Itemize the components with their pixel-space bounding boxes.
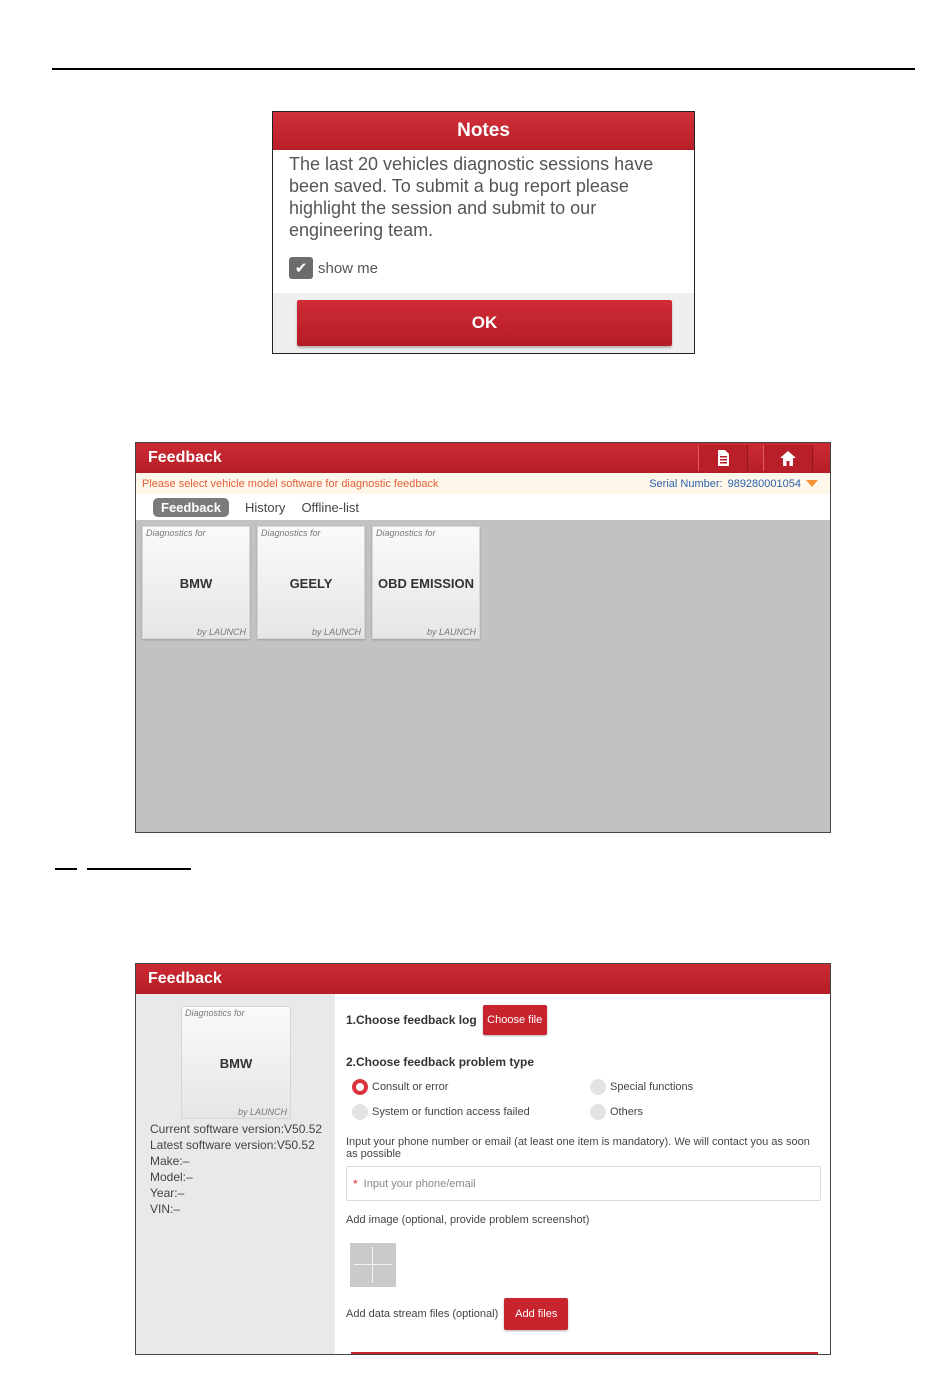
- serial-value: 989280001054: [727, 477, 801, 490]
- add-image-button[interactable]: [350, 1243, 396, 1287]
- radio-unselected-icon[interactable]: [352, 1104, 368, 1120]
- top-divider-line: [52, 68, 915, 70]
- dropdown-arrow-icon: [806, 480, 818, 487]
- show-me-label: show me: [318, 259, 379, 277]
- phone-email-input[interactable]: [364, 1178, 794, 1190]
- notes-dialog: [272, 111, 695, 354]
- vehicle-card-obd-emission[interactable]: [372, 526, 480, 639]
- add-image-label: Add image (optional, provide problem screenshot): [346, 1214, 590, 1226]
- vehicle-info-list: [150, 1121, 322, 1217]
- card-diagnostics-label: Diagnostics for: [146, 528, 206, 538]
- card-vehicle-name: GEELY: [289, 576, 333, 591]
- latest-software-version: Latest software version:V50.52: [150, 1138, 315, 1152]
- checkmark-icon: ✔: [294, 260, 308, 277]
- required-mark: *: [353, 1176, 358, 1191]
- tab-feedback[interactable]: Feedback: [153, 498, 229, 517]
- choose-file-button[interactable]: Choose file: [483, 1005, 547, 1035]
- option-consult-or-error[interactable]: [352, 1079, 448, 1095]
- feedback-form-title: Feedback: [148, 970, 222, 987]
- notes-title: Notes: [273, 112, 694, 150]
- radio-unselected-icon[interactable]: [590, 1104, 606, 1120]
- radio-selected-icon[interactable]: [352, 1079, 368, 1095]
- ok-button[interactable]: OK: [297, 300, 672, 346]
- section-underline-short: [55, 868, 77, 870]
- document-icon: [717, 450, 730, 466]
- home-icon: [780, 451, 796, 466]
- show-me-row[interactable]: [289, 257, 694, 279]
- vehicle-info-panel: [136, 994, 335, 1354]
- show-me-checkbox[interactable]: [289, 257, 313, 279]
- vehicle-card-geely[interactable]: [257, 526, 365, 639]
- feedback-form-screen: [135, 963, 831, 1355]
- step1-label: 1.Choose feedback log: [346, 1013, 477, 1027]
- card-vehicle-name: OBD EMISSION: [377, 576, 475, 591]
- feedback-form-header: [136, 964, 830, 994]
- option-label: System or function access failed: [372, 1106, 530, 1118]
- feedback-form-panel: [335, 994, 830, 1354]
- data-stream-row: [346, 1298, 568, 1330]
- add-files-button[interactable]: Add files: [504, 1298, 568, 1330]
- feedback-tabs: [136, 494, 830, 520]
- report-button[interactable]: [698, 445, 748, 471]
- vehicle-make: Make:–: [150, 1154, 190, 1168]
- card-diagnostics-label: Diagnostics for: [261, 528, 321, 538]
- current-software-version: Current software version:V50.52: [150, 1122, 323, 1136]
- section-underline-long: [87, 868, 191, 870]
- home-button[interactable]: [763, 445, 813, 471]
- serial-number-selector[interactable]: [649, 478, 818, 490]
- option-special-functions[interactable]: [590, 1079, 693, 1095]
- card-vendor-label: by LAUNCH: [426, 627, 476, 637]
- card-vendor-label: by LAUNCH: [237, 1107, 287, 1117]
- vehicle-model: Model:–: [150, 1170, 193, 1184]
- serial-label: Serial Number:: [649, 477, 723, 490]
- notice-bar: [136, 473, 830, 494]
- feedback-log-row: [346, 1005, 547, 1035]
- tab-history[interactable]: History: [244, 499, 286, 515]
- notes-message: The last 20 vehicles diagnostic sessions have been saved. To submit a bug report please highlight the session and submit to our engineering team.: [289, 154, 654, 240]
- feedback-list-screen: [135, 442, 831, 833]
- contact-field[interactable]: [346, 1166, 821, 1201]
- vehicle-card-bmw[interactable]: [142, 526, 250, 639]
- tab-offline-list[interactable]: Offline-list: [301, 499, 359, 515]
- notice-text: Please select vehicle model software for diagnostic feedback: [142, 477, 439, 490]
- option-label: Special functions: [610, 1081, 694, 1093]
- radio-unselected-icon[interactable]: [590, 1079, 606, 1095]
- selected-vehicle-card: [181, 1006, 291, 1119]
- card-vehicle-name: BMW: [179, 576, 213, 591]
- card-vendor-label: by LAUNCH: [196, 627, 246, 637]
- submit-button-edge[interactable]: [351, 1352, 818, 1355]
- card-vehicle-name: BMW: [219, 1056, 253, 1071]
- card-diagnostics-label: Diagnostics for: [376, 528, 436, 538]
- vehicle-year: Year:–: [150, 1186, 185, 1200]
- feedback-list-title: Feedback: [148, 449, 222, 466]
- vehicle-card-grid: [136, 520, 830, 832]
- card-vendor-label: by LAUNCH: [311, 627, 361, 637]
- step2-label: 2.Choose feedback problem type: [346, 1055, 535, 1069]
- vehicle-vin: VIN:–: [150, 1202, 181, 1216]
- card-diagnostics-label: Diagnostics for: [185, 1008, 245, 1018]
- option-label: Consult or error: [372, 1081, 449, 1093]
- contact-instructions: Input your phone number or email (at least one item is mandatory). We will contact you as soon as possible: [346, 1136, 810, 1160]
- option-others[interactable]: [590, 1104, 643, 1120]
- notes-footer: [273, 293, 694, 353]
- option-system-access-failed[interactable]: [352, 1104, 530, 1120]
- feedback-list-header: [136, 443, 830, 473]
- add-data-stream-label: Add data stream files (optional): [346, 1308, 499, 1320]
- option-label: Others: [610, 1106, 644, 1118]
